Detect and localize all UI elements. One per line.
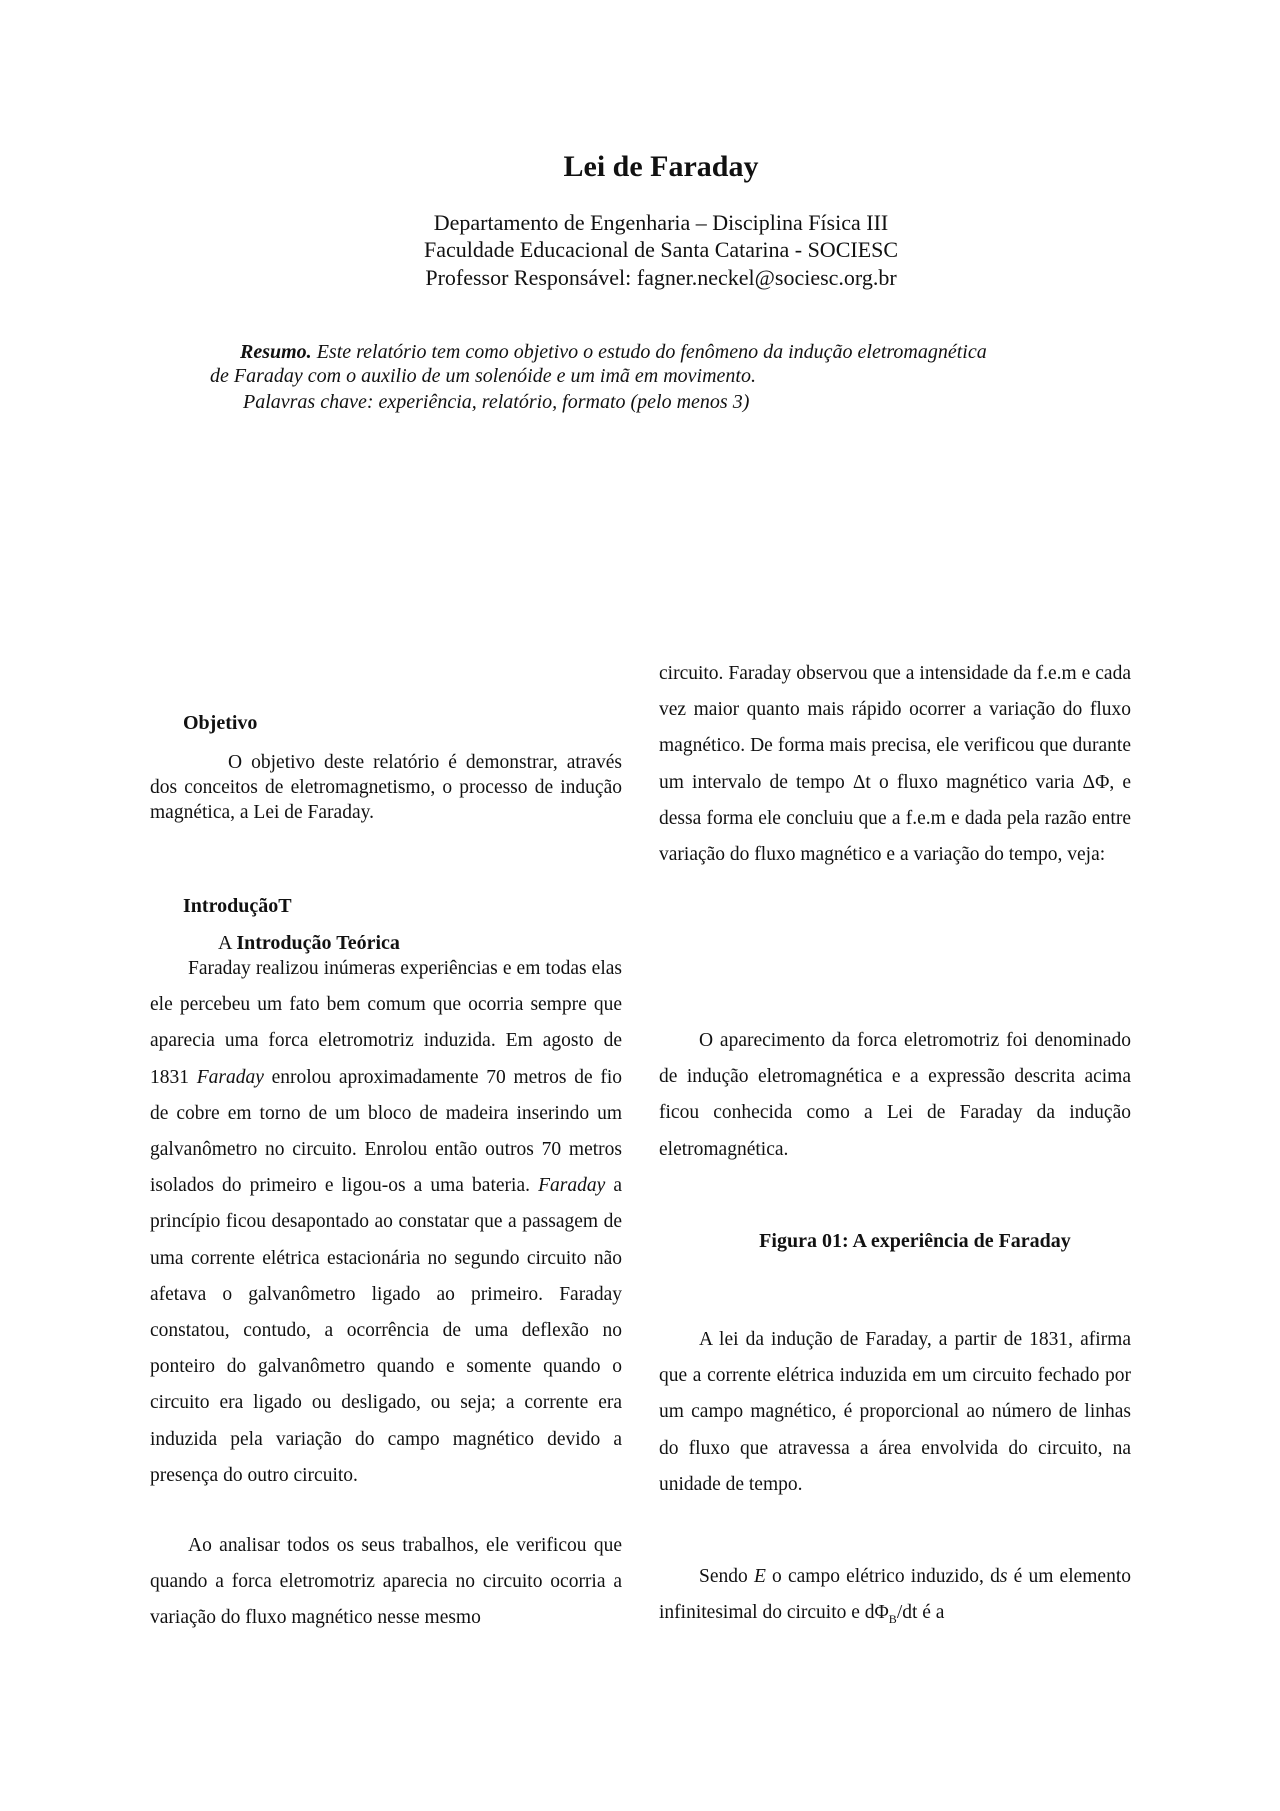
abstract-lead: Resumo. [240,341,312,363]
subheading-prefix: A [218,932,237,954]
intro-p1-faraday-2: Faraday [538,1175,606,1197]
intro-p1-a: Faraday realizou inúmeras experiências e em todas elas ele percebeu um fato bem comum que ocorria sempre que aparecia uma forca eletromotriz induzida. Em agosto de 1831 [150,958,622,1088]
paper-title: Lei de Faraday [563,150,759,183]
introducao-paragraph-2: Ao analisar todos os seus trabalhos, ele verificou que quando a forca eletromotriz aparecia no circuito ocorria a variação do fluxo magnético nesse mesmo [150,1535,622,1629]
p4-c: é um elemento infinitesimal do circuito e dΦ [659,1566,1132,1624]
section-heading-introducao: IntroduçãoT [183,895,292,917]
intro-p1-c: a princípio ficou desapontado ao constatar que a passagem de uma corrente elétrica estacionária no segundo circuito não afetava o galvanômetro ligado ao primeiro. Faraday constatou, contudo, a ocorrência de uma deflexão no ponteiro do galvanômetro quando e somente quando o circuito era ligado ou desligado, ou seja; a corrente era induzida pela variação do campo magnético devido a presença do outro circuito. [150,1175,622,1486]
intro-p1-faraday-1: Faraday [196,1066,264,1088]
abstract-text-1: Este relatório tem como objetivo o estudo do fenômeno da indução eletromagnética [311,341,987,363]
keywords: Palavras chave: experiência, relatório, formato (pelo menos 3) [243,391,750,413]
abstract-text-2: de Faraday com o auxilio de um solenóide e um imã em movimento. [210,365,756,387]
affiliation-institution: Faculdade Educacional de Santa Catarina - SOCIESC [423,237,899,262]
right-paragraph-2: O aparecimento da forca eletromotriz foi denominado de indução eletromagnética e a expressão descrita acima ficou conhecida como a Lei de Faraday da indução eletromagnética. [659,1030,1131,1160]
right-paragraph-4 [659,1559,1131,1637]
introducao-paragraph-1 [150,951,622,1494]
affiliation-contact: Professor Responsável: fagner.neckel@sociesc.org.br [425,265,897,290]
abstract [210,340,1080,388]
right-paragraph-1: circuito. Faraday observou que a intensidade da f.e.m e cada vez maior quanto mais rápido ocorrer a variação do fluxo magnético. De forma mais precisa, ele verificou que durante um intervalo de tempo Δt o fluxo magnético varia ΔΦ, e dessa forma ele concluiu que a f.e.m e dada pela razão entre variação do fluxo magnético e a variação do tempo, veja: [659,663,1131,866]
subheading-text: Introdução Teórica [236,932,400,954]
p4-s: s [999,1566,1008,1587]
right-paragraph-3: A lei da indução de Faraday, a partir de 1831, afirma que a corrente elétrica induzida em um circuito fechado por um campo magnético, é proporcional ao número de linhas do fluxo que atravessa a área envolvida do circuito, na unidade de tempo. [659,1329,1131,1495]
p4-E: E [753,1566,766,1587]
figure-caption: Figura 01: A experiência de Faraday [759,1230,1071,1252]
intro-p1-b: enrolou aproximadamente 70 metros de fio de cobre em torno de um bloco de madeira inserindo um galvanômetro no circuito. Enrolou então outros 70 metros isolados do primeiro e ligou-os a uma bateria. [150,1066,623,1197]
section-heading-objetivo: Objetivo [183,712,258,734]
p4-a: Sendo [699,1566,754,1587]
affiliation-department: Departamento de Engenharia – Disciplina Física III [433,210,889,235]
objetivo-paragraph: O objetivo deste relatório é demonstrar, através dos conceitos de eletromagnetismo, o processo de indução magnética, a Lei de Faraday. [150,752,622,823]
p4-d: /dt é a [896,1602,945,1624]
p4-b: o campo elétrico induzido, d [765,1566,1000,1587]
p4-sub: B [888,1612,897,1627]
